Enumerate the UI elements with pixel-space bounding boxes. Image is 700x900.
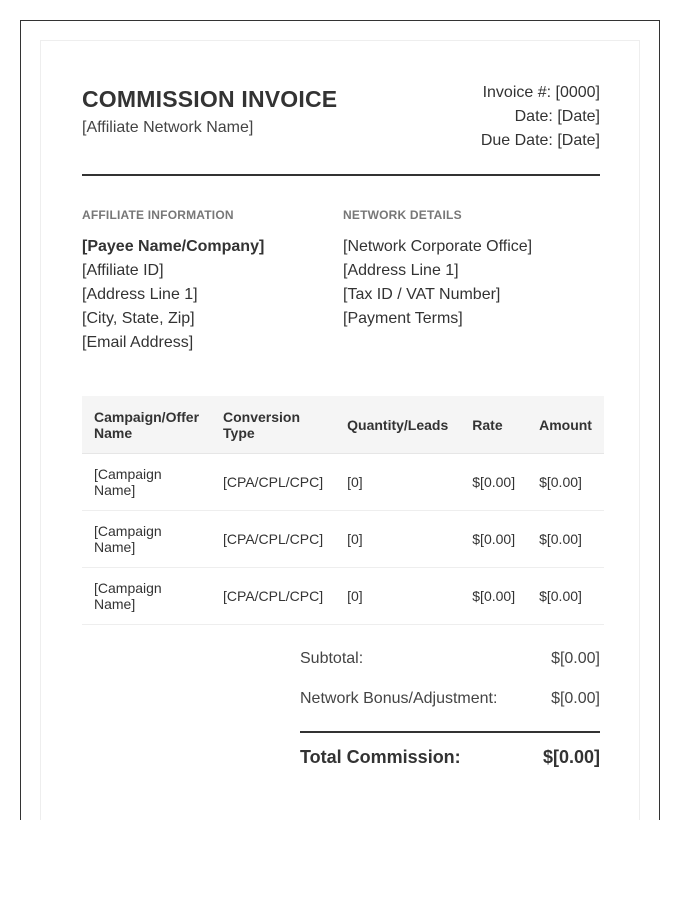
cell-quantity: [0]: [335, 568, 460, 625]
invoice-date: Date: [Date]: [514, 108, 600, 125]
invoice-number: Invoice #: [0000]: [482, 84, 600, 101]
total-row: [300, 731, 600, 768]
line-items-table: [82, 396, 604, 625]
affiliate-heading: AFFILIATE INFORMATION: [82, 208, 234, 222]
subtotal-value: $[0.00]: [551, 650, 600, 667]
invoice-due-date: Due Date: [Date]: [480, 132, 600, 149]
affiliate-city: [City, State, Zip]: [82, 310, 195, 327]
cell-campaign: [Campaign Name]: [82, 454, 211, 511]
table-row: [82, 454, 604, 511]
subtotal-row: [300, 650, 600, 690]
cell-campaign: [Campaign Name]: [82, 568, 211, 625]
table-row: [82, 568, 604, 625]
table-header-row: [82, 396, 604, 454]
bonus-row: [300, 690, 600, 730]
title-block: [82, 84, 337, 174]
cell-conversion: [CPA/CPL/CPC]: [211, 568, 335, 625]
network-office: [Network Corporate Office]: [343, 238, 533, 255]
col-header-amount: Amount: [527, 396, 604, 454]
col-header-campaign: Campaign/Offer Name: [82, 396, 211, 454]
bonus-label: Network Bonus/Adjustment:: [300, 690, 498, 707]
cell-rate: $[0.00]: [460, 568, 527, 625]
totals-block: [300, 650, 600, 768]
payee-name: [Payee Name/Company]: [82, 238, 265, 255]
affiliate-address: [Address Line 1]: [82, 286, 198, 303]
invoice-header: [82, 84, 600, 176]
cell-conversion: [CPA/CPL/CPC]: [211, 454, 335, 511]
affiliate-email: [Email Address]: [82, 334, 194, 351]
network-tax-id: [Tax ID / VAT Number]: [343, 286, 501, 303]
cell-quantity: [0]: [335, 454, 460, 511]
cell-quantity: [0]: [335, 511, 460, 568]
cell-amount: $[0.00]: [527, 454, 604, 511]
cell-campaign: [Campaign Name]: [82, 511, 211, 568]
cell-rate: $[0.00]: [460, 511, 527, 568]
cell-rate: $[0.00]: [460, 454, 527, 511]
total-value: $[0.00]: [542, 747, 600, 767]
cell-conversion: [CPA/CPL/CPC]: [211, 511, 335, 568]
network-address: [Address Line 1]: [343, 262, 459, 279]
bonus-value: $[0.00]: [551, 690, 600, 707]
network-payment-terms: [Payment Terms]: [343, 310, 463, 327]
col-header-conversion: Conversion Type: [211, 396, 335, 454]
cell-amount: $[0.00]: [527, 568, 604, 625]
invoice-content: [82, 84, 604, 767]
network-name: [Affiliate Network Name]: [82, 119, 254, 136]
network-heading: NETWORK DETAILS: [343, 208, 462, 222]
subtotal-label: Subtotal:: [300, 650, 364, 667]
affiliate-info: [82, 208, 343, 355]
total-label: Total Commission:: [300, 747, 461, 767]
col-header-rate: Rate: [460, 396, 527, 454]
info-section: [82, 208, 604, 355]
invoice-title: COMMISSION INVOICE: [82, 86, 338, 112]
col-header-quantity: Quantity/Leads: [335, 396, 460, 454]
table-row: [82, 511, 604, 568]
network-info: [343, 208, 604, 355]
affiliate-id: [Affiliate ID]: [82, 262, 164, 279]
cell-amount: $[0.00]: [527, 511, 604, 568]
invoice-meta: [481, 81, 600, 174]
